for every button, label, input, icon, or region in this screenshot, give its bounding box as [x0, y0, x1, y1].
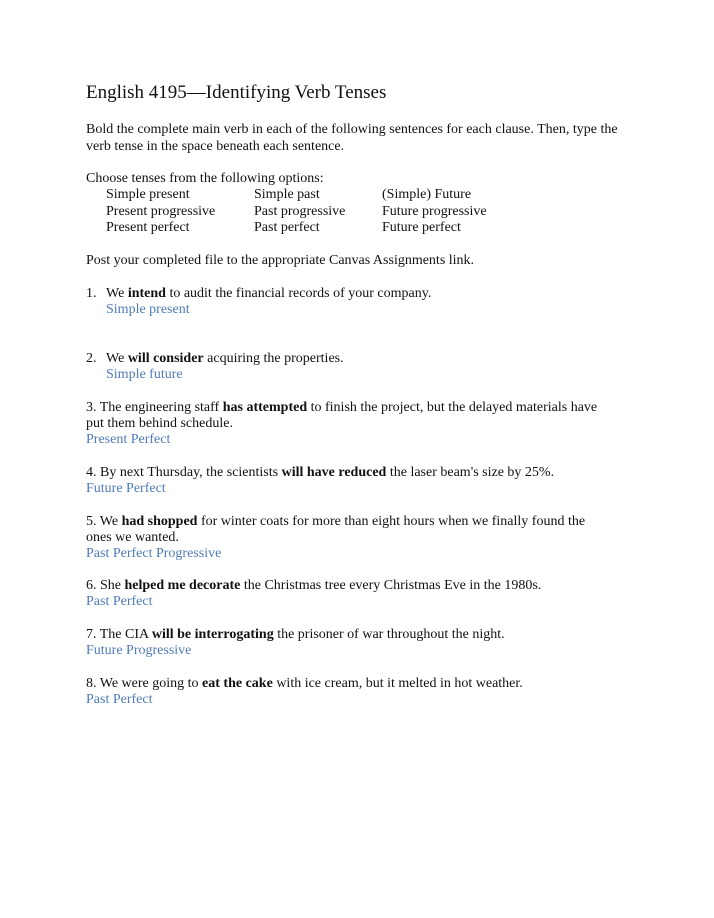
answer-3[interactable]: Present Perfect	[86, 432, 171, 447]
sentence-text: 5. We	[86, 514, 122, 529]
sentence-text: to audit the financial records of your company.	[165, 286, 432, 301]
sentence-text: 3. The engineering staff	[86, 400, 223, 415]
main-verb: eat the cake	[202, 676, 273, 691]
sentence-text: We	[106, 286, 128, 301]
main-verb: had shopped	[121, 514, 198, 529]
item-number: 2.	[86, 351, 97, 366]
main-verb: will have reduced	[281, 465, 387, 480]
answer-4[interactable]: Future Perfect	[86, 481, 166, 496]
sentence-8	[86, 676, 523, 692]
sentence-5	[86, 514, 585, 530]
tense-option: Simple present	[106, 187, 190, 202]
main-verb: intend	[127, 286, 166, 301]
tense-option: Past progressive	[254, 204, 346, 219]
tense-option: Future perfect	[382, 220, 461, 235]
main-verb: will consider	[127, 351, 204, 366]
main-verb: will be interrogating	[151, 627, 274, 642]
choose-label: Choose tenses from the following options:	[86, 171, 324, 186]
sentence-6	[86, 578, 541, 594]
sentence-text: 7. The CIA	[86, 627, 152, 642]
sentence-text: with ice cream, but it melted in hot weather.	[272, 676, 523, 691]
sentence-4	[86, 465, 554, 481]
sentence-text: the Christmas tree every Christmas Eve in the 1980s.	[240, 578, 542, 593]
tense-option: Simple past	[254, 187, 320, 202]
sentence-3-continued: put them behind schedule.	[86, 416, 233, 431]
answer-8[interactable]: Past Perfect	[86, 692, 153, 707]
instructions-line-1: Bold the complete main verb in each of the following sentences for each clause. Then, type the	[86, 122, 618, 137]
sentence-text: 6. She	[86, 578, 125, 593]
sentence-1	[106, 286, 431, 302]
answer-7[interactable]: Future Progressive	[86, 643, 192, 658]
sentence-5-continued: ones we wanted.	[86, 530, 179, 545]
sentence-text: the laser beam's size by 25%.	[386, 465, 555, 480]
item-number: 1.	[86, 286, 97, 301]
answer-5[interactable]: Past Perfect Progressive	[86, 546, 222, 561]
sentence-text: to finish the project, but the delayed materials have	[307, 400, 598, 415]
tense-option: Present perfect	[106, 220, 190, 235]
sentence-text: We	[106, 351, 128, 366]
post-instruction: Post your completed file to the appropriate Canvas Assignments link.	[86, 253, 475, 268]
main-verb: has attempted	[222, 400, 308, 415]
answer-6[interactable]: Past Perfect	[86, 594, 153, 609]
sentence-text: acquiring the properties.	[203, 351, 344, 366]
answer-2[interactable]: Simple future	[106, 367, 183, 382]
sentence-7	[86, 627, 505, 643]
sentence-3	[86, 400, 597, 416]
tense-option: Past perfect	[254, 220, 320, 235]
answer-1[interactable]: Simple present	[106, 302, 190, 317]
page-title: English 4195—Identifying Verb Tenses	[86, 82, 387, 103]
tense-option: Present progressive	[106, 204, 216, 219]
main-verb: helped me decorate	[124, 578, 241, 593]
sentence-2	[106, 351, 344, 367]
sentence-text: for winter coats for more than eight hours when we finally found the	[197, 514, 586, 529]
tense-option: (Simple) Future	[382, 187, 472, 202]
tense-option: Future progressive	[382, 204, 487, 219]
sentence-text: the prisoner of war throughout the night.	[273, 627, 505, 642]
sentence-text: 8. We were going to	[86, 676, 203, 691]
instructions-line-2: verb tense in the space beneath each sentence.	[86, 139, 345, 154]
sentence-text: 4. By next Thursday, the scientists	[86, 465, 282, 480]
